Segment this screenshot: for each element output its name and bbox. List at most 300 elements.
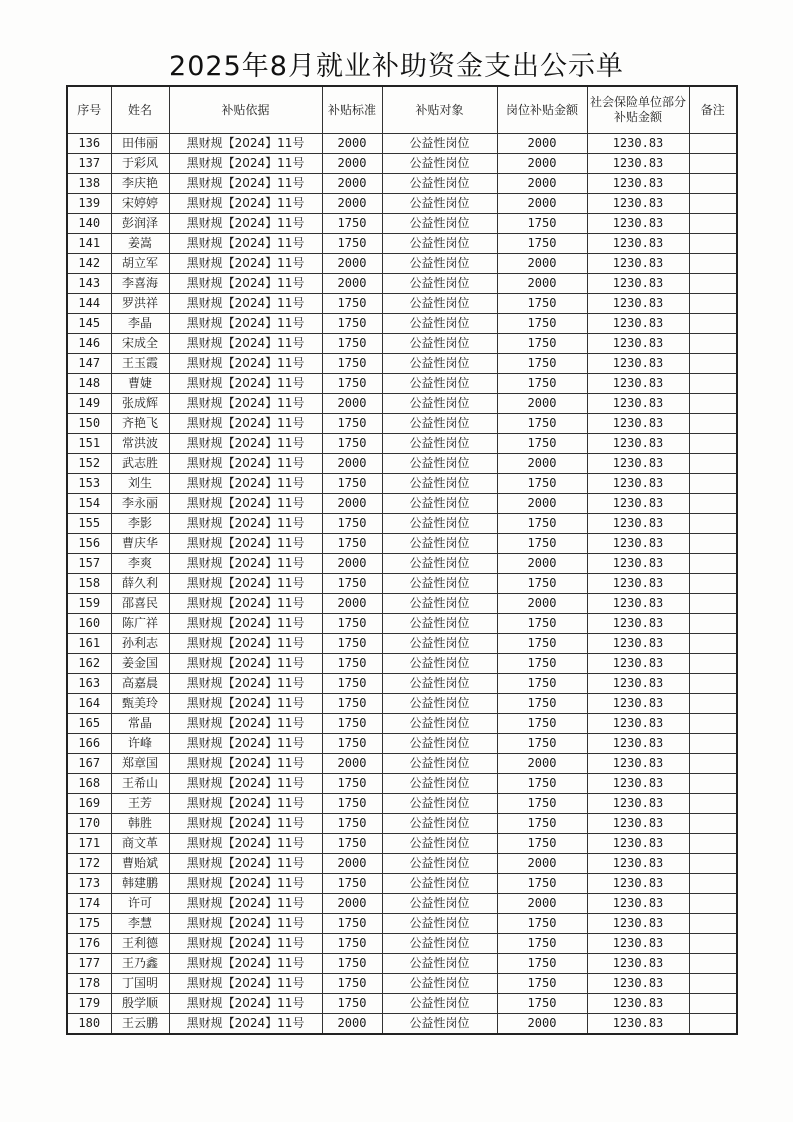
cell-target: 公益性岗位: [382, 614, 497, 634]
cell-target: 公益性岗位: [382, 1014, 497, 1035]
cell-insurance: 1230.83: [587, 234, 689, 254]
cell-name: 邵喜民: [111, 594, 169, 614]
cell-post-amount: 1750: [497, 354, 587, 374]
cell-target: 公益性岗位: [382, 574, 497, 594]
cell-standard: 2000: [322, 494, 382, 514]
table-row: [67, 974, 737, 994]
cell-target: 公益性岗位: [382, 394, 497, 414]
cell-insurance: 1230.83: [587, 694, 689, 714]
cell-insurance: 1230.83: [587, 394, 689, 414]
cell-no: 166: [67, 734, 111, 754]
cell-name: 王希山: [111, 774, 169, 794]
cell-standard: 2000: [322, 174, 382, 194]
cell-standard: 1750: [322, 414, 382, 434]
cell-no: 160: [67, 614, 111, 634]
cell-no: 149: [67, 394, 111, 414]
cell-target: 公益性岗位: [382, 494, 497, 514]
cell-name: 田伟丽: [111, 134, 169, 154]
cell-insurance: 1230.83: [587, 714, 689, 734]
cell-name: 曹贻斌: [111, 854, 169, 874]
cell-no: 141: [67, 234, 111, 254]
cell-standard: 2000: [322, 154, 382, 174]
cell-name: 武志胜: [111, 454, 169, 474]
cell-name: 甄美玲: [111, 694, 169, 714]
cell-no: 137: [67, 154, 111, 174]
table-row: [67, 574, 737, 594]
table-row: [67, 454, 737, 474]
cell-target: 公益性岗位: [382, 954, 497, 974]
cell-name: 于彩风: [111, 154, 169, 174]
cell-standard: 2000: [322, 594, 382, 614]
cell-remark: [689, 374, 737, 394]
cell-basis: 黑财规【2024】11号: [169, 954, 322, 974]
table-row: [67, 374, 737, 394]
cell-basis: 黑财规【2024】11号: [169, 334, 322, 354]
cell-no: 169: [67, 794, 111, 814]
cell-post-amount: 1750: [497, 694, 587, 714]
cell-name: 李庆艳: [111, 174, 169, 194]
cell-post-amount: 1750: [497, 874, 587, 894]
cell-name: 张成辉: [111, 394, 169, 414]
cell-basis: 黑财规【2024】11号: [169, 694, 322, 714]
cell-name: 王云鹏: [111, 1014, 169, 1035]
table-row: [67, 694, 737, 714]
cell-remark: [689, 634, 737, 654]
table-row: [67, 794, 737, 814]
cell-remark: [689, 154, 737, 174]
header-insurance: [587, 86, 689, 134]
cell-post-amount: 1750: [497, 314, 587, 334]
cell-target: 公益性岗位: [382, 974, 497, 994]
cell-insurance: 1230.83: [587, 454, 689, 474]
cell-post-amount: 1750: [497, 794, 587, 814]
cell-target: 公益性岗位: [382, 354, 497, 374]
cell-standard: 1750: [322, 794, 382, 814]
cell-name: 殷学顺: [111, 994, 169, 1014]
cell-basis: 黑财规【2024】11号: [169, 1014, 322, 1035]
cell-name: 陈广祥: [111, 614, 169, 634]
cell-target: 公益性岗位: [382, 374, 497, 394]
cell-name: 郑章国: [111, 754, 169, 774]
document-title: 2025年8月就业补助资金支出公示单: [169, 51, 624, 82]
cell-standard: 1750: [322, 734, 382, 754]
cell-target: 公益性岗位: [382, 174, 497, 194]
cell-standard: 1750: [322, 834, 382, 854]
cell-no: 142: [67, 254, 111, 274]
cell-standard: 2000: [322, 854, 382, 874]
cell-standard: 1750: [322, 874, 382, 894]
cell-basis: 黑财规【2024】11号: [169, 354, 322, 374]
cell-no: 138: [67, 174, 111, 194]
cell-basis: 黑财规【2024】11号: [169, 554, 322, 574]
cell-target: 公益性岗位: [382, 474, 497, 494]
cell-no: 144: [67, 294, 111, 314]
table-row: [67, 354, 737, 374]
cell-basis: 黑财规【2024】11号: [169, 614, 322, 634]
cell-standard: 2000: [322, 894, 382, 914]
cell-basis: 黑财规【2024】11号: [169, 994, 322, 1014]
cell-name: 王芳: [111, 794, 169, 814]
cell-remark: [689, 914, 737, 934]
cell-insurance: 1230.83: [587, 254, 689, 274]
cell-basis: 黑财规【2024】11号: [169, 814, 322, 834]
table-row: [67, 634, 737, 654]
cell-insurance: 1230.83: [587, 474, 689, 494]
cell-no: 148: [67, 374, 111, 394]
cell-name: 曹庆华: [111, 534, 169, 554]
cell-standard: 1750: [322, 314, 382, 334]
cell-no: 147: [67, 354, 111, 374]
cell-post-amount: 2000: [497, 754, 587, 774]
cell-standard: 1750: [322, 434, 382, 454]
table-row: [67, 934, 737, 954]
cell-insurance: 1230.83: [587, 834, 689, 854]
table-row: [67, 254, 737, 274]
table-header-row: [67, 86, 737, 134]
cell-basis: 黑财规【2024】11号: [169, 274, 322, 294]
cell-target: 公益性岗位: [382, 454, 497, 474]
cell-name: 罗洪祥: [111, 294, 169, 314]
cell-no: 152: [67, 454, 111, 474]
cell-insurance: 1230.83: [587, 894, 689, 914]
cell-target: 公益性岗位: [382, 654, 497, 674]
cell-insurance: 1230.83: [587, 774, 689, 794]
cell-target: 公益性岗位: [382, 594, 497, 614]
cell-post-amount: 1750: [497, 294, 587, 314]
cell-no: 139: [67, 194, 111, 214]
cell-remark: [689, 854, 737, 874]
cell-post-amount: 1750: [497, 514, 587, 534]
cell-target: 公益性岗位: [382, 914, 497, 934]
table-row: [67, 514, 737, 534]
cell-insurance: 1230.83: [587, 334, 689, 354]
cell-no: 178: [67, 974, 111, 994]
cell-post-amount: 1750: [497, 234, 587, 254]
cell-standard: 2000: [322, 394, 382, 414]
cell-post-amount: 2000: [497, 394, 587, 414]
cell-standard: 1750: [322, 374, 382, 394]
cell-post-amount: 1750: [497, 814, 587, 834]
cell-post-amount: 1750: [497, 914, 587, 934]
cell-post-amount: 1750: [497, 574, 587, 594]
cell-no: 177: [67, 954, 111, 974]
cell-post-amount: 1750: [497, 774, 587, 794]
cell-target: 公益性岗位: [382, 754, 497, 774]
cell-no: 146: [67, 334, 111, 354]
cell-post-amount: 1750: [497, 474, 587, 494]
cell-no: 143: [67, 274, 111, 294]
cell-post-amount: 1750: [497, 534, 587, 554]
cell-insurance: 1230.83: [587, 874, 689, 894]
table-row: [67, 554, 737, 574]
cell-no: 154: [67, 494, 111, 514]
cell-basis: 黑财规【2024】11号: [169, 194, 322, 214]
cell-basis: 黑财规【2024】11号: [169, 214, 322, 234]
cell-name: 薛久利: [111, 574, 169, 594]
cell-name: 韩建鹏: [111, 874, 169, 894]
cell-basis: 黑财规【2024】11号: [169, 314, 322, 334]
cell-basis: 黑财规【2024】11号: [169, 714, 322, 734]
cell-name: 王玉霞: [111, 354, 169, 374]
cell-basis: 黑财规【2024】11号: [169, 154, 322, 174]
cell-remark: [689, 574, 737, 594]
cell-name: 常晶: [111, 714, 169, 734]
cell-no: 172: [67, 854, 111, 874]
cell-name: 常洪波: [111, 434, 169, 454]
header-standard: 补贴标准: [322, 86, 382, 134]
cell-remark: [689, 274, 737, 294]
cell-no: 158: [67, 574, 111, 594]
cell-target: 公益性岗位: [382, 774, 497, 794]
cell-name: 李慧: [111, 914, 169, 934]
header-insurance-line2: 补贴金额: [613, 110, 662, 124]
table-row: [67, 214, 737, 234]
cell-name: 李爽: [111, 554, 169, 574]
cell-insurance: 1230.83: [587, 354, 689, 374]
cell-no: 156: [67, 534, 111, 554]
cell-standard: 1750: [322, 214, 382, 234]
cell-standard: 2000: [322, 454, 382, 474]
table-row: [67, 134, 737, 154]
cell-basis: 黑财规【2024】11号: [169, 914, 322, 934]
cell-basis: 黑财规【2024】11号: [169, 894, 322, 914]
table-row: [67, 734, 737, 754]
cell-remark: [689, 414, 737, 434]
table-row: [67, 1014, 737, 1035]
cell-standard: 1750: [322, 514, 382, 534]
cell-basis: 黑财规【2024】11号: [169, 934, 322, 954]
cell-standard: 2000: [322, 134, 382, 154]
table-row: [67, 894, 737, 914]
cell-remark: [689, 474, 737, 494]
cell-basis: 黑财规【2024】11号: [169, 834, 322, 854]
cell-insurance: 1230.83: [587, 614, 689, 634]
cell-basis: 黑财规【2024】11号: [169, 674, 322, 694]
cell-insurance: 1230.83: [587, 534, 689, 554]
cell-insurance: 1230.83: [587, 554, 689, 574]
cell-target: 公益性岗位: [382, 134, 497, 154]
cell-remark: [689, 934, 737, 954]
cell-insurance: 1230.83: [587, 194, 689, 214]
cell-standard: 2000: [322, 1014, 382, 1035]
cell-standard: 1750: [322, 534, 382, 554]
cell-remark: [689, 334, 737, 354]
cell-no: 163: [67, 674, 111, 694]
cell-insurance: 1230.83: [587, 1014, 689, 1035]
cell-name: 商文革: [111, 834, 169, 854]
cell-post-amount: 1750: [497, 934, 587, 954]
cell-insurance: 1230.83: [587, 134, 689, 154]
cell-post-amount: 2000: [497, 494, 587, 514]
cell-remark: [689, 134, 737, 154]
cell-post-amount: 1750: [497, 714, 587, 734]
header-target: 补贴对象: [382, 86, 497, 134]
cell-name: 孙利志: [111, 634, 169, 654]
table-row: [67, 294, 737, 314]
cell-name: 宋婷婷: [111, 194, 169, 214]
cell-remark: [689, 814, 737, 834]
cell-post-amount: 2000: [497, 554, 587, 574]
cell-remark: [689, 394, 737, 414]
cell-basis: 黑财规【2024】11号: [169, 514, 322, 534]
cell-name: 许峰: [111, 734, 169, 754]
cell-standard: 1750: [322, 654, 382, 674]
cell-post-amount: 1750: [497, 674, 587, 694]
cell-remark: [689, 834, 737, 854]
cell-name: 许可: [111, 894, 169, 914]
cell-no: 168: [67, 774, 111, 794]
cell-target: 公益性岗位: [382, 714, 497, 734]
cell-remark: [689, 774, 737, 794]
cell-target: 公益性岗位: [382, 854, 497, 874]
cell-no: 179: [67, 994, 111, 1014]
cell-target: 公益性岗位: [382, 894, 497, 914]
cell-target: 公益性岗位: [382, 194, 497, 214]
table-row: [67, 614, 737, 634]
cell-standard: 1750: [322, 334, 382, 354]
cell-standard: 2000: [322, 274, 382, 294]
cell-insurance: 1230.83: [587, 914, 689, 934]
cell-insurance: 1230.83: [587, 314, 689, 334]
cell-standard: 1750: [322, 234, 382, 254]
cell-standard: 2000: [322, 754, 382, 774]
cell-standard: 1750: [322, 354, 382, 374]
cell-insurance: 1230.83: [587, 574, 689, 594]
cell-basis: 黑财规【2024】11号: [169, 634, 322, 654]
cell-insurance: 1230.83: [587, 754, 689, 774]
cell-no: 176: [67, 934, 111, 954]
cell-no: 175: [67, 914, 111, 934]
cell-name: 刘生: [111, 474, 169, 494]
table-body: [67, 134, 737, 1035]
cell-remark: [689, 354, 737, 374]
cell-post-amount: 2000: [497, 854, 587, 874]
cell-post-amount: 1750: [497, 414, 587, 434]
cell-name: 齐艳飞: [111, 414, 169, 434]
cell-target: 公益性岗位: [382, 814, 497, 834]
cell-remark: [689, 1014, 737, 1035]
cell-target: 公益性岗位: [382, 834, 497, 854]
cell-basis: 黑财规【2024】11号: [169, 134, 322, 154]
cell-remark: [689, 734, 737, 754]
cell-target: 公益性岗位: [382, 994, 497, 1014]
cell-no: 167: [67, 754, 111, 774]
cell-post-amount: 1750: [497, 954, 587, 974]
cell-remark: [689, 874, 737, 894]
cell-remark: [689, 194, 737, 214]
cell-insurance: 1230.83: [587, 954, 689, 974]
cell-standard: 1750: [322, 634, 382, 654]
cell-remark: [689, 534, 737, 554]
cell-target: 公益性岗位: [382, 334, 497, 354]
cell-standard: 1750: [322, 714, 382, 734]
cell-basis: 黑财规【2024】11号: [169, 574, 322, 594]
cell-no: 151: [67, 434, 111, 454]
cell-name: 姜嵩: [111, 234, 169, 254]
cell-remark: [689, 794, 737, 814]
cell-remark: [689, 894, 737, 914]
cell-no: 173: [67, 874, 111, 894]
cell-basis: 黑财规【2024】11号: [169, 294, 322, 314]
cell-no: 174: [67, 894, 111, 914]
cell-remark: [689, 294, 737, 314]
table-row: [67, 314, 737, 334]
cell-standard: 2000: [322, 254, 382, 274]
cell-basis: 黑财规【2024】11号: [169, 474, 322, 494]
cell-post-amount: 2000: [497, 174, 587, 194]
cell-basis: 黑财规【2024】11号: [169, 254, 322, 274]
cell-name: 宋成全: [111, 334, 169, 354]
cell-insurance: 1230.83: [587, 414, 689, 434]
cell-insurance: 1230.83: [587, 434, 689, 454]
cell-target: 公益性岗位: [382, 794, 497, 814]
cell-standard: 1750: [322, 914, 382, 934]
cell-target: 公益性岗位: [382, 514, 497, 534]
cell-standard: 1750: [322, 814, 382, 834]
cell-basis: 黑财规【2024】11号: [169, 794, 322, 814]
cell-remark: [689, 654, 737, 674]
cell-target: 公益性岗位: [382, 674, 497, 694]
table-row: [67, 594, 737, 614]
cell-target: 公益性岗位: [382, 274, 497, 294]
cell-name: 李影: [111, 514, 169, 534]
cell-post-amount: 2000: [497, 1014, 587, 1035]
cell-standard: 1750: [322, 774, 382, 794]
cell-name: 高嘉晨: [111, 674, 169, 694]
cell-post-amount: 1750: [497, 734, 587, 754]
cell-basis: 黑财规【2024】11号: [169, 874, 322, 894]
cell-no: 165: [67, 714, 111, 734]
cell-name: 曹婕: [111, 374, 169, 394]
cell-target: 公益性岗位: [382, 254, 497, 274]
cell-remark: [689, 174, 737, 194]
cell-remark: [689, 494, 737, 514]
cell-target: 公益性岗位: [382, 294, 497, 314]
cell-no: 180: [67, 1014, 111, 1035]
cell-basis: 黑财规【2024】11号: [169, 854, 322, 874]
cell-insurance: 1230.83: [587, 794, 689, 814]
cell-post-amount: 1750: [497, 374, 587, 394]
table-row: [67, 334, 737, 354]
cell-standard: 1750: [322, 994, 382, 1014]
cell-standard: 2000: [322, 194, 382, 214]
table-row: [67, 534, 737, 554]
cell-post-amount: 1750: [497, 654, 587, 674]
cell-name: 李永丽: [111, 494, 169, 514]
cell-post-amount: 2000: [497, 254, 587, 274]
cell-remark: [689, 694, 737, 714]
cell-post-amount: 2000: [497, 594, 587, 614]
table-row: [67, 834, 737, 854]
cell-target: 公益性岗位: [382, 874, 497, 894]
cell-basis: 黑财规【2024】11号: [169, 654, 322, 674]
cell-basis: 黑财规【2024】11号: [169, 494, 322, 514]
cell-insurance: 1230.83: [587, 494, 689, 514]
table-row: [67, 854, 737, 874]
cell-remark: [689, 314, 737, 334]
table-row: [67, 194, 737, 214]
table-row: [67, 474, 737, 494]
cell-name: 姜金国: [111, 654, 169, 674]
table-row: [67, 914, 737, 934]
table-row: [67, 494, 737, 514]
cell-insurance: 1230.83: [587, 154, 689, 174]
cell-post-amount: 2000: [497, 274, 587, 294]
cell-basis: 黑财规【2024】11号: [169, 414, 322, 434]
header-basis: 补贴依据: [169, 86, 322, 134]
cell-name: 李喜海: [111, 274, 169, 294]
table-row: [67, 674, 737, 694]
